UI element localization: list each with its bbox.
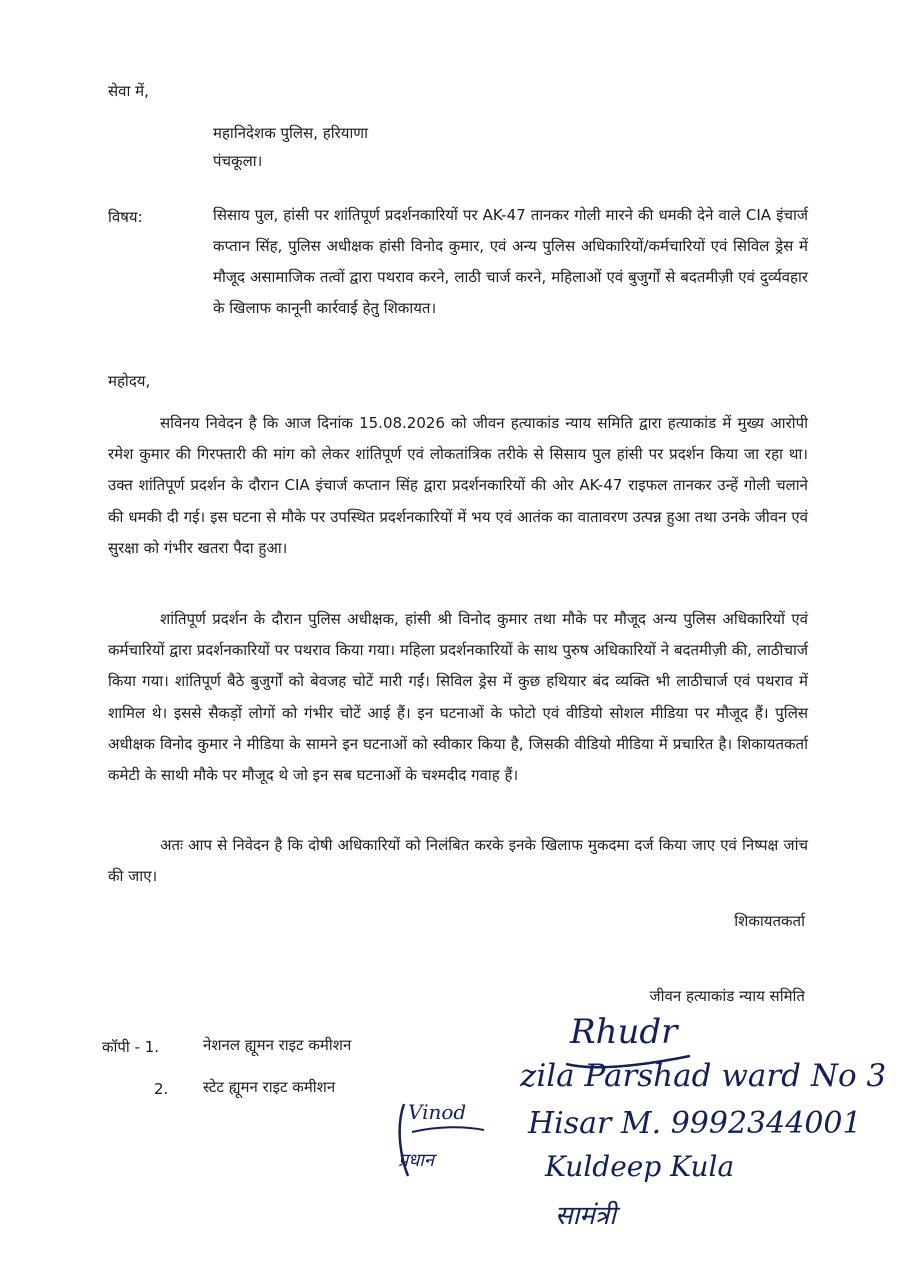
- copy-item-1: नेशनल ह्यूमन राइट कमीशन: [203, 1036, 352, 1054]
- handwritten-signature: Rhudr: [570, 1012, 678, 1052]
- left-signature: Vinod: [408, 1100, 467, 1124]
- committee-name: जीवन हत्याकांड न्याय समिति: [649, 987, 805, 1005]
- left-signature-stroke: [388, 1096, 488, 1186]
- handwritten-title: सामंत्री: [555, 1201, 616, 1231]
- subject-text: सिसाय पुल, हांसी पर शांतिपूर्ण प्रदर्शनकारियों पर AK-47 तानकर गोली मारने की धमकी देने वाले CIA इंचार्ज कप्तान सिंह, पुलिस अधीक्षक हांसी विनोद कुमार, एवं अन्य पुलिस अधिकारियों/कर्मचारियों एवं सिविल ड्रेस में मौजूद असामाजिक तत्वों द्वारा पथराव करने, लाठी चार्ज करने, महिलाओं एवं बुजुर्गों से बदतमीज़ी एवं दुर्व्यवहार के खिलाफ कानूनी कार्रवाई हेतु शिकायत।: [213, 206, 808, 317]
- handwritten-contact: Hisar M. 9992344001: [528, 1106, 862, 1141]
- subject-label: विषय:: [108, 208, 143, 226]
- paragraph-2: शांतिपूर्ण प्रदर्शन के दौरान पुलिस अधीक्षक, हांसी श्री विनोद कुमार तथा मौके पर मौजूद अन्य पुलिस अधिकारियों एवं कर्मचारियों द्वारा प्रदर्शनकारियों पर पथराव किया गया। महिला प्रदर्शनकारियों के साथ पुरुष अधिकारियों ने बदतमीज़ी की, लाठीचार्ज किया गया। शांतिपूर्ण बैठे बुजुर्गों को बेवजह चोटें मारी गईं। सिविल ड्रेस में कुछ हथियार बंद व्यक्ति भी लाठीचार्ज एवं पथराव में शामिल थे। इससे सैकड़ों लोगों को गंभीर चोटें आई हैं। इन घटनाओं के फोटो एवं वीडियो सोशल मीडिया पर मौजूद हैं। पुलिस अधीक्षक विनोद कुमार ने मीडिया के सामने इन घटनाओं को स्वीकार किया है, जिसकी वीडियो मीडिया में प्रचारित है। शिकायतकर्ता कमेटी के साथी मौके पर मौजूद थे जो इन सब घटनाओं के चश्मदीद गवाह हैं।: [108, 610, 808, 785]
- handwritten-designation: zila Parshad ward No 3: [520, 1058, 887, 1094]
- paragraph-3: अतः आप से निवेदन है कि दोषी अधिकारियों को निलंबित करके इनके खिलाफ मुकदमा दर्ज किया जाए एवं निष्पक्ष जांच की जाए।: [108, 836, 808, 886]
- salutation: सेवा में,: [108, 82, 149, 100]
- greeting: महोदय,: [108, 372, 151, 390]
- recipient-title: महानिदेशक पुलिस, हरियाणा: [213, 124, 369, 142]
- handwritten-name: Kuldeep Kula: [545, 1150, 735, 1183]
- recipient-city: पंचकूला।: [213, 152, 263, 170]
- copy-item-2: स्टेट ह्यूमन राइट कमीशन: [203, 1078, 336, 1096]
- left-signature-designation: प्रधान: [398, 1150, 434, 1171]
- copy-label: कॉपी - 1.: [102, 1038, 160, 1056]
- paragraph-1: सविनय निवेदन है कि आज दिनांक 15.08.2026 को जीवन हत्याकांड न्याय समिति द्वारा हत्याकांड में मुख्य आरोपी रमेश कुमार की गिरफ्तारी की मांग को लेकर शांतिपूर्ण एवं लोकतांत्रिक तरीके से सिसाय पुल हांसी पर प्रदर्शन किया जा रहा था। उक्त शांतिपूर्ण प्रदर्शन के दौरान CIA इंचार्ज कप्तान सिंह द्वारा प्रदर्शनकारियों की ओर AK-47 राइफल तानकर उन्हें गोली चलाने की धमकी दी गई। इस घटना से मौके पर उपस्थित प्रदर्शनकारियों में भय एवं आतंक का वातावरण उत्पन्न हुआ तथा उनके जीवन एवं सुरक्षा को गंभीर खतरा पैदा हुआ।: [108, 414, 808, 557]
- copy-number-2: 2.: [154, 1080, 169, 1098]
- complainant-label: शिकायतकर्ता: [734, 912, 805, 930]
